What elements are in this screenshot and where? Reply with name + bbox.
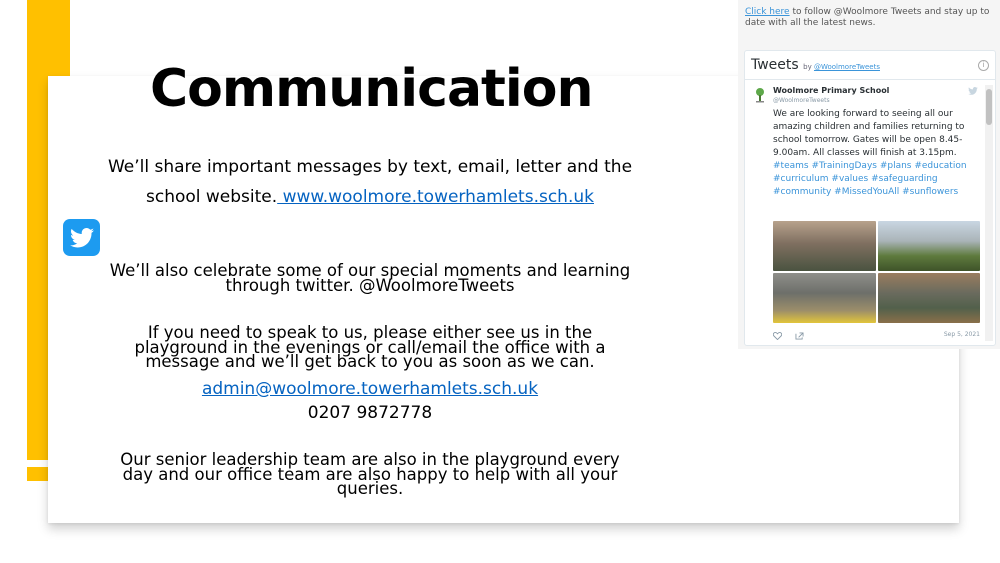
timeline-title: Tweets bbox=[751, 57, 799, 73]
tweet-photo[interactable] bbox=[773, 221, 876, 271]
phone-number: 0207 9872778 bbox=[307, 403, 433, 423]
follow-prompt-text: to follow @Woolmore Tweets and stay up to date with all the latest news. bbox=[745, 7, 990, 28]
tweet-hashtags[interactable]: #teams #TrainingDays #plans #education #curriculum #values #safeguarding #community #MissedYouAll #sunflowers bbox=[773, 161, 967, 197]
school-logo-avatar[interactable] bbox=[753, 87, 767, 103]
messages-paragraph bbox=[105, 152, 635, 212]
timeline-header bbox=[751, 57, 880, 73]
timeline-handle-link[interactable]: @WoolmoreTweets bbox=[813, 63, 880, 71]
accent-bar-top bbox=[27, 0, 70, 78]
tweet-photo[interactable] bbox=[773, 273, 876, 323]
twitter-bird-icon-glyph bbox=[70, 228, 94, 248]
tweet-actions bbox=[773, 331, 980, 341]
email-link[interactable]: admin@woolmore.towerhamlets.sch.uk bbox=[201, 379, 539, 399]
twitter-bird-icon[interactable] bbox=[63, 219, 100, 256]
tweet-timeline[interactable] bbox=[744, 50, 996, 346]
leadership-paragraph: Our senior leadership team are also in the playground every day and our office team are also happy to help with all your queries. bbox=[120, 450, 620, 498]
like-heart-icon[interactable] bbox=[773, 332, 782, 340]
website-label: school website. bbox=[146, 187, 278, 207]
follow-prompt bbox=[745, 7, 995, 29]
tweet-photo[interactable] bbox=[878, 273, 981, 323]
tweet-photo-grid[interactable] bbox=[773, 221, 980, 323]
tweet-message: We are looking forward to seeing all our amazing children and families returning to school tomorrow. Gates will be open 8.45-9.00am. All classes will finish at 3.15pm. bbox=[773, 109, 965, 158]
accent-bar-left bbox=[27, 78, 48, 481]
contact-details bbox=[110, 377, 630, 425]
contact-paragraph: If you need to speak to us, please either see us in the playground in the evenings or call/email the office with a message and we’ll get back to you as soon as we can. bbox=[134, 323, 606, 371]
twitter-paragraph: We’ll also celebrate some of our special moments and learning through twitter. @WoolmoreTweets bbox=[109, 261, 631, 295]
messages-line-1: We’ll share important messages by text, email, letter and the bbox=[107, 157, 633, 177]
byline-prefix: by bbox=[803, 63, 814, 71]
twitter-logo-icon[interactable] bbox=[968, 87, 978, 95]
header-divider bbox=[745, 79, 995, 80]
scrollbar-thumb[interactable] bbox=[986, 89, 992, 125]
tweet-date[interactable]: Sep 5, 2021 bbox=[943, 331, 980, 338]
website-link[interactable]: www.woolmore.towerhamlets.sch.uk bbox=[277, 187, 594, 207]
tweet-text bbox=[773, 108, 973, 199]
tweet-author-handle[interactable]: @WoolmoreTweets bbox=[773, 97, 830, 104]
timeline-scrollbar[interactable] bbox=[985, 85, 993, 341]
accent-stripe bbox=[27, 460, 48, 467]
tweet-photo[interactable] bbox=[878, 221, 981, 271]
follow-link[interactable]: Click here bbox=[745, 7, 790, 17]
info-icon[interactable]: i bbox=[978, 60, 989, 71]
timeline-byline bbox=[803, 63, 880, 71]
messages-line-2 bbox=[105, 182, 635, 212]
tweet-author-name[interactable]: Woolmore Primary School bbox=[773, 86, 890, 95]
slide-title: Communication bbox=[150, 59, 593, 119]
share-icon[interactable] bbox=[795, 332, 804, 340]
